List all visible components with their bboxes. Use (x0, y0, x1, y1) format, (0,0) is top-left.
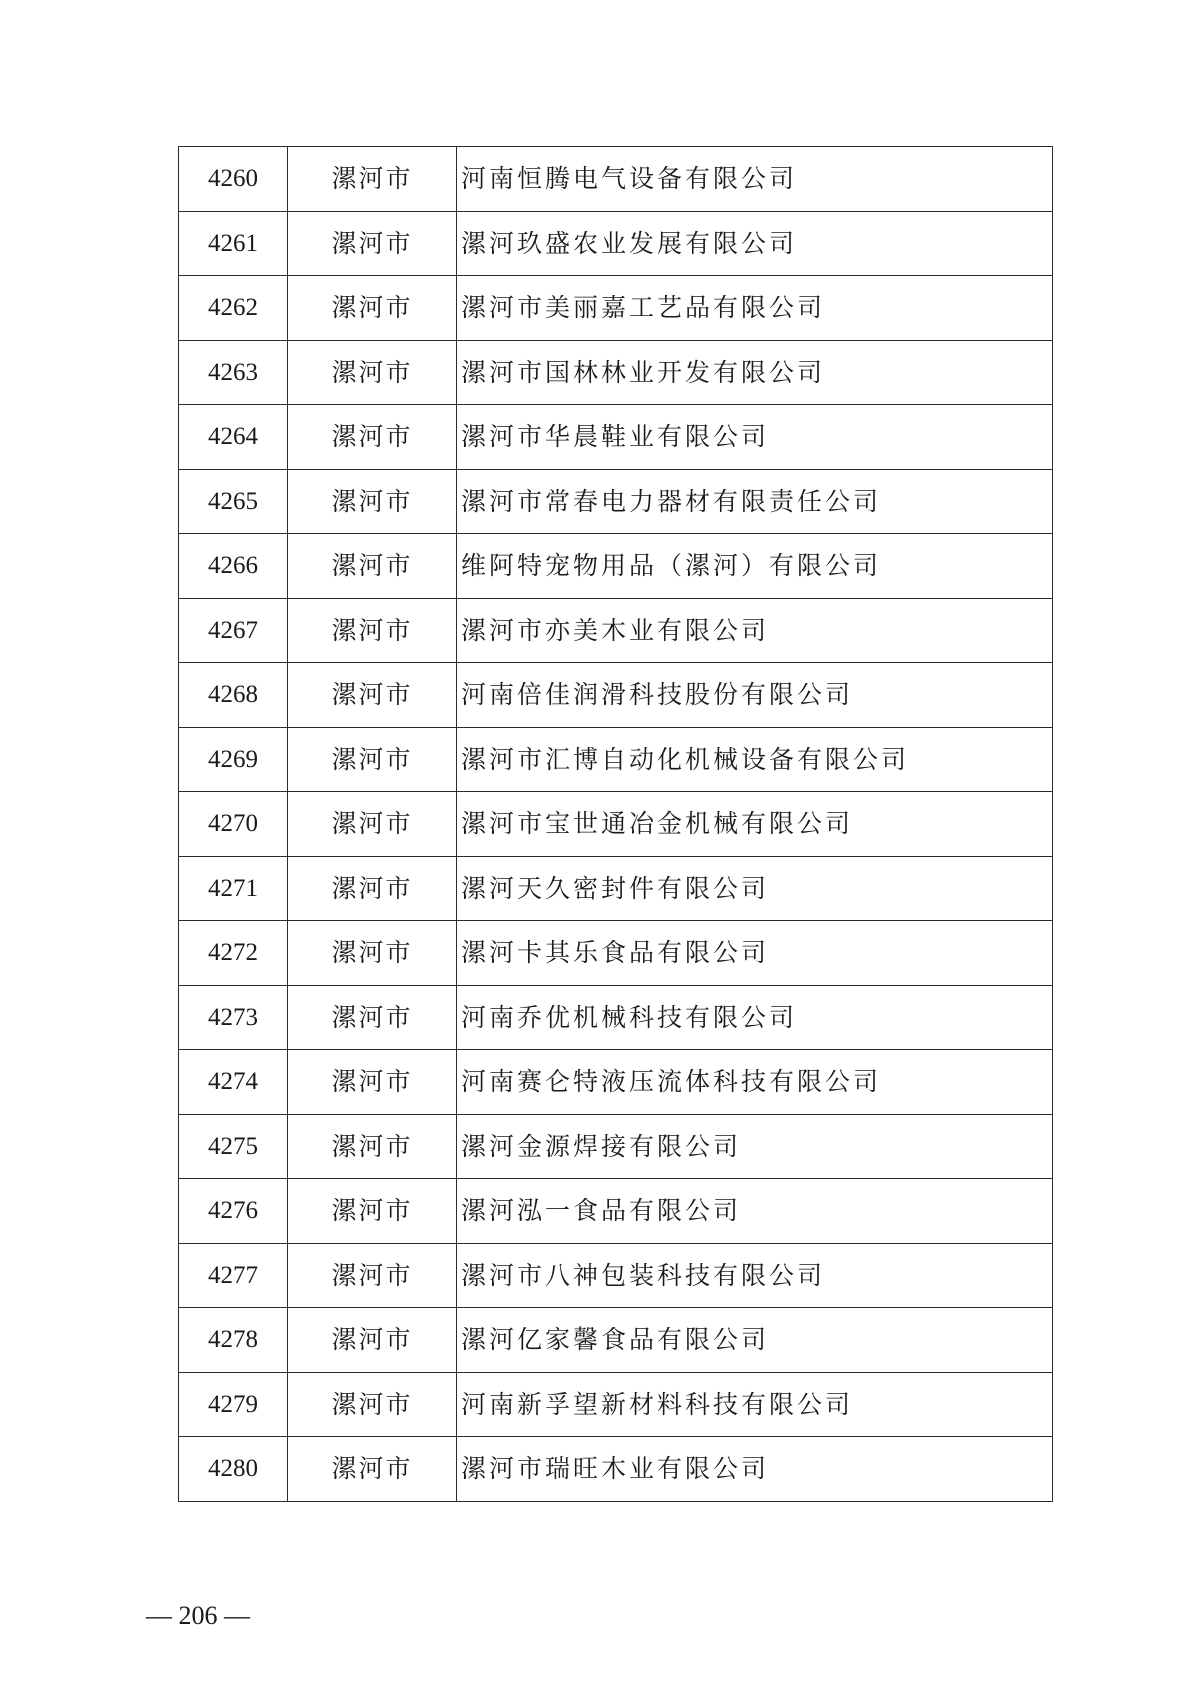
table-row (179, 405, 1053, 470)
row-city: 漯河市 (288, 469, 457, 534)
row-number: 4267 (179, 598, 288, 663)
table-row (179, 1308, 1053, 1373)
row-company: 漯河市宝世通冶金机械有限公司 (457, 792, 1053, 857)
row-number: 4276 (179, 1179, 288, 1244)
row-company: 漯河市美丽嘉工艺品有限公司 (457, 276, 1053, 341)
row-number: 4261 (179, 211, 288, 276)
page-number: — 206 — (146, 1601, 250, 1630)
row-city: 漯河市 (288, 1243, 457, 1308)
row-number: 4263 (179, 340, 288, 405)
row-number: 4260 (179, 147, 288, 212)
row-company: 漯河亿家馨食品有限公司 (457, 1308, 1053, 1373)
row-city: 漯河市 (288, 1114, 457, 1179)
table-row (179, 469, 1053, 534)
row-city: 漯河市 (288, 921, 457, 986)
row-city: 漯河市 (288, 1372, 457, 1437)
row-company: 河南新孚望新材料科技有限公司 (457, 1372, 1053, 1437)
row-number: 4270 (179, 792, 288, 857)
table-body (179, 147, 1053, 1502)
row-number: 4280 (179, 1437, 288, 1502)
row-company: 漯河市八神包装科技有限公司 (457, 1243, 1053, 1308)
row-city: 漯河市 (288, 663, 457, 728)
table-row (179, 340, 1053, 405)
row-number: 4268 (179, 663, 288, 728)
row-company: 漯河天久密封件有限公司 (457, 856, 1053, 921)
row-city: 漯河市 (288, 1308, 457, 1373)
table-row (179, 1050, 1053, 1115)
row-company: 河南乔优机械科技有限公司 (457, 985, 1053, 1050)
row-number: 4272 (179, 921, 288, 986)
table-row (179, 1437, 1053, 1502)
table-row (179, 792, 1053, 857)
row-city: 漯河市 (288, 598, 457, 663)
table-row (179, 276, 1053, 341)
table-row (179, 1243, 1053, 1308)
row-number: 4278 (179, 1308, 288, 1373)
row-company: 漯河金源焊接有限公司 (457, 1114, 1053, 1179)
row-city: 漯河市 (288, 1050, 457, 1115)
row-company: 漯河市常春电力器材有限责任公司 (457, 469, 1053, 534)
row-number: 4264 (179, 405, 288, 470)
row-company: 漯河市华晨鞋业有限公司 (457, 405, 1053, 470)
table-row (179, 147, 1053, 212)
row-company: 漯河市瑞旺木业有限公司 (457, 1437, 1053, 1502)
row-number: 4271 (179, 856, 288, 921)
row-company: 漯河市汇博自动化机械设备有限公司 (457, 727, 1053, 792)
row-city: 漯河市 (288, 276, 457, 341)
row-number: 4274 (179, 1050, 288, 1115)
table-row (179, 598, 1053, 663)
table-row (179, 921, 1053, 986)
row-number: 4269 (179, 727, 288, 792)
table-row (179, 534, 1053, 599)
row-city: 漯河市 (288, 211, 457, 276)
row-number: 4273 (179, 985, 288, 1050)
row-city: 漯河市 (288, 792, 457, 857)
row-city: 漯河市 (288, 147, 457, 212)
table-row (179, 1372, 1053, 1437)
row-company: 漯河泓一食品有限公司 (457, 1179, 1053, 1244)
table-row (179, 856, 1053, 921)
row-city: 漯河市 (288, 1179, 457, 1244)
row-company: 漯河市国林林业开发有限公司 (457, 340, 1053, 405)
table-row (179, 663, 1053, 728)
row-company: 维阿特宠物用品（漯河）有限公司 (457, 534, 1053, 599)
table-row (179, 1179, 1053, 1244)
table-row (179, 211, 1053, 276)
row-city: 漯河市 (288, 340, 457, 405)
row-city: 漯河市 (288, 985, 457, 1050)
row-company: 河南恒腾电气设备有限公司 (457, 147, 1053, 212)
row-number: 4275 (179, 1114, 288, 1179)
row-number: 4265 (179, 469, 288, 534)
row-company: 漯河玖盛农业发展有限公司 (457, 211, 1053, 276)
company-list-table (178, 146, 1053, 1502)
row-company: 河南赛仑特液压流体科技有限公司 (457, 1050, 1053, 1115)
table-row (179, 727, 1053, 792)
row-number: 4279 (179, 1372, 288, 1437)
row-company: 漯河市亦美木业有限公司 (457, 598, 1053, 663)
row-number: 4262 (179, 276, 288, 341)
row-number: 4277 (179, 1243, 288, 1308)
row-city: 漯河市 (288, 1437, 457, 1502)
row-city: 漯河市 (288, 534, 457, 599)
row-city: 漯河市 (288, 727, 457, 792)
table-row (179, 1114, 1053, 1179)
row-company: 河南倍佳润滑科技股份有限公司 (457, 663, 1053, 728)
row-company: 漯河卡其乐食品有限公司 (457, 921, 1053, 986)
row-city: 漯河市 (288, 856, 457, 921)
table-row (179, 985, 1053, 1050)
row-city: 漯河市 (288, 405, 457, 470)
row-number: 4266 (179, 534, 288, 599)
